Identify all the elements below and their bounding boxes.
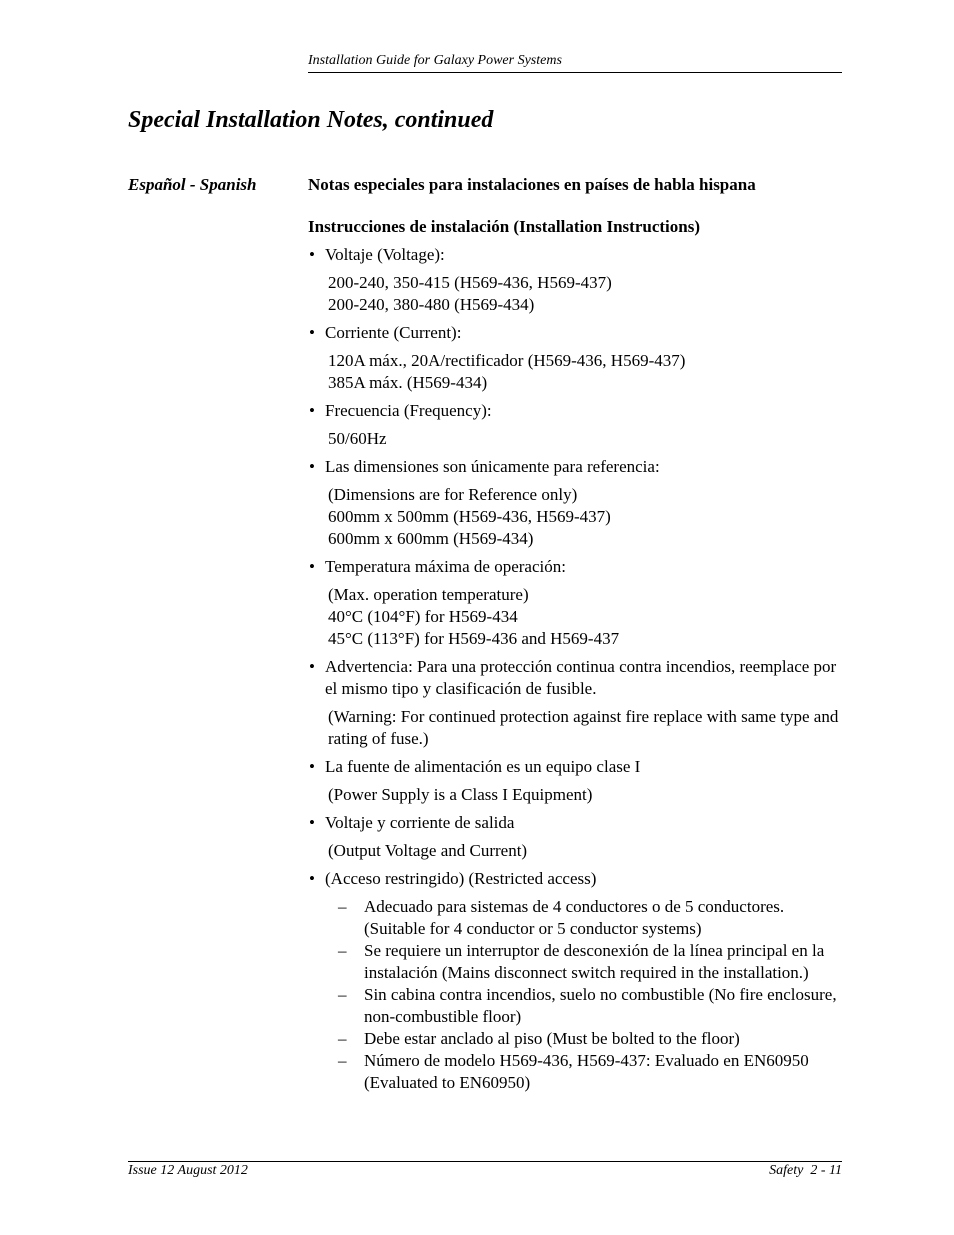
dash-item: – Número de modelo H569-436, H569-437: Evaluado en EN60950 (Evaluated to EN60950)	[308, 1050, 842, 1094]
instruction-item-text: • Frecuencia (Frequency):	[308, 400, 842, 422]
instruction-item-text: • (Acceso restringido) (Restricted access)	[308, 868, 842, 890]
restricted-access-list	[308, 896, 842, 1094]
detail-line: (Power Supply is a Class I Equipment)	[328, 785, 593, 804]
section-content	[308, 174, 842, 1094]
section-side-label: Español - Spanish	[128, 175, 257, 194]
detail-line: 200-240, 380-480 (H569-434)	[328, 295, 535, 314]
running-header: Installation Guide for Galaxy Power Systems	[308, 53, 562, 68]
footer-issue: Issue 12 August 2012	[128, 1163, 248, 1178]
instruction-item-detail	[328, 272, 842, 316]
instruction-item-text: • Voltaje (Voltage):	[308, 244, 842, 266]
instruction-item-detail	[328, 784, 842, 806]
instruction-item-text: • Advertencia: Para una protección continua contra incendios, reemplace por el mismo tipo y clasificación de fusible.	[308, 656, 842, 700]
instruction-item-detail	[328, 706, 842, 750]
instruction-item-restricted-access	[308, 868, 842, 1094]
detail-line: 50/60Hz	[328, 429, 387, 448]
detail-line: (Dimensions are for Reference only)	[328, 485, 578, 504]
instruction-item-detail	[328, 484, 842, 550]
dash-item: – Adecuado para sistemas de 4 conductores o de 5 conductores. (Suitable for 4 conductor or 5 conductor systems)	[308, 896, 842, 940]
detail-line: (Max. operation temperature)	[328, 585, 529, 604]
detail-line: 45°C (113°F) for H569-436 and H569-437	[328, 629, 620, 648]
instruction-item-output	[308, 812, 842, 862]
dash-item: – Se requiere un interruptor de desconexión de la línea principal en la instalación (Mains disconnect switch required in the installation.)	[308, 940, 842, 984]
section-heading: Notas especiales para instalaciones en países de habla hispana	[308, 175, 756, 194]
detail-line: (Warning: For continued protection against fire replace with same type and rating of fuse.)	[328, 707, 839, 748]
instruction-item-text: • Voltaje y corriente de salida	[308, 812, 842, 834]
dash-item: – Debe estar anclado al piso (Must be bolted to the floor)	[308, 1028, 842, 1050]
instruction-item-text: • La fuente de alimentación es un equipo clase I	[308, 756, 842, 778]
instruction-item-detail	[328, 840, 842, 862]
instruction-item-voltage	[308, 244, 842, 316]
instruction-item-detail	[328, 584, 842, 650]
instruction-item-temperature	[308, 556, 842, 650]
instruction-item-current	[308, 322, 842, 394]
header-rule	[308, 72, 842, 73]
instruction-item-detail	[328, 428, 842, 450]
detail-line: 120A máx., 20A/rectificador (H569-436, H569-437)	[328, 351, 686, 370]
dash-item: – Sin cabina contra incendios, suelo no combustible (No fire enclosure, non-combustible floor)	[308, 984, 842, 1028]
detail-line: (Output Voltage and Current)	[328, 841, 528, 860]
instruction-item-detail	[328, 350, 842, 394]
instruction-item-text: • Las dimensiones son únicamente para referencia:	[308, 456, 842, 478]
page-title: Special Installation Notes, continued	[128, 107, 494, 133]
detail-line: 600mm x 500mm (H569-436, H569-437)	[328, 507, 611, 526]
section-subheading: Instrucciones de instalación (Installation Instructions)	[308, 217, 700, 236]
detail-line: 600mm x 600mm (H569-434)	[328, 529, 534, 548]
detail-line: 40°C (104°F) for H569-434	[328, 607, 518, 626]
instruction-list	[308, 244, 842, 1094]
footer-page-number: Safety 2 - 11	[769, 1163, 842, 1178]
instruction-item-text: • Corriente (Current):	[308, 322, 842, 344]
instruction-item-dimensions	[308, 456, 842, 550]
instruction-item-text: • Temperatura máxima de operación:	[308, 556, 842, 578]
instruction-item-warning	[308, 656, 842, 750]
detail-line: 385A máx. (H569-434)	[328, 373, 488, 392]
instruction-item-power-supply	[308, 756, 842, 806]
instruction-item-frequency	[308, 400, 842, 450]
detail-line: 200-240, 350-415 (H569-436, H569-437)	[328, 273, 612, 292]
